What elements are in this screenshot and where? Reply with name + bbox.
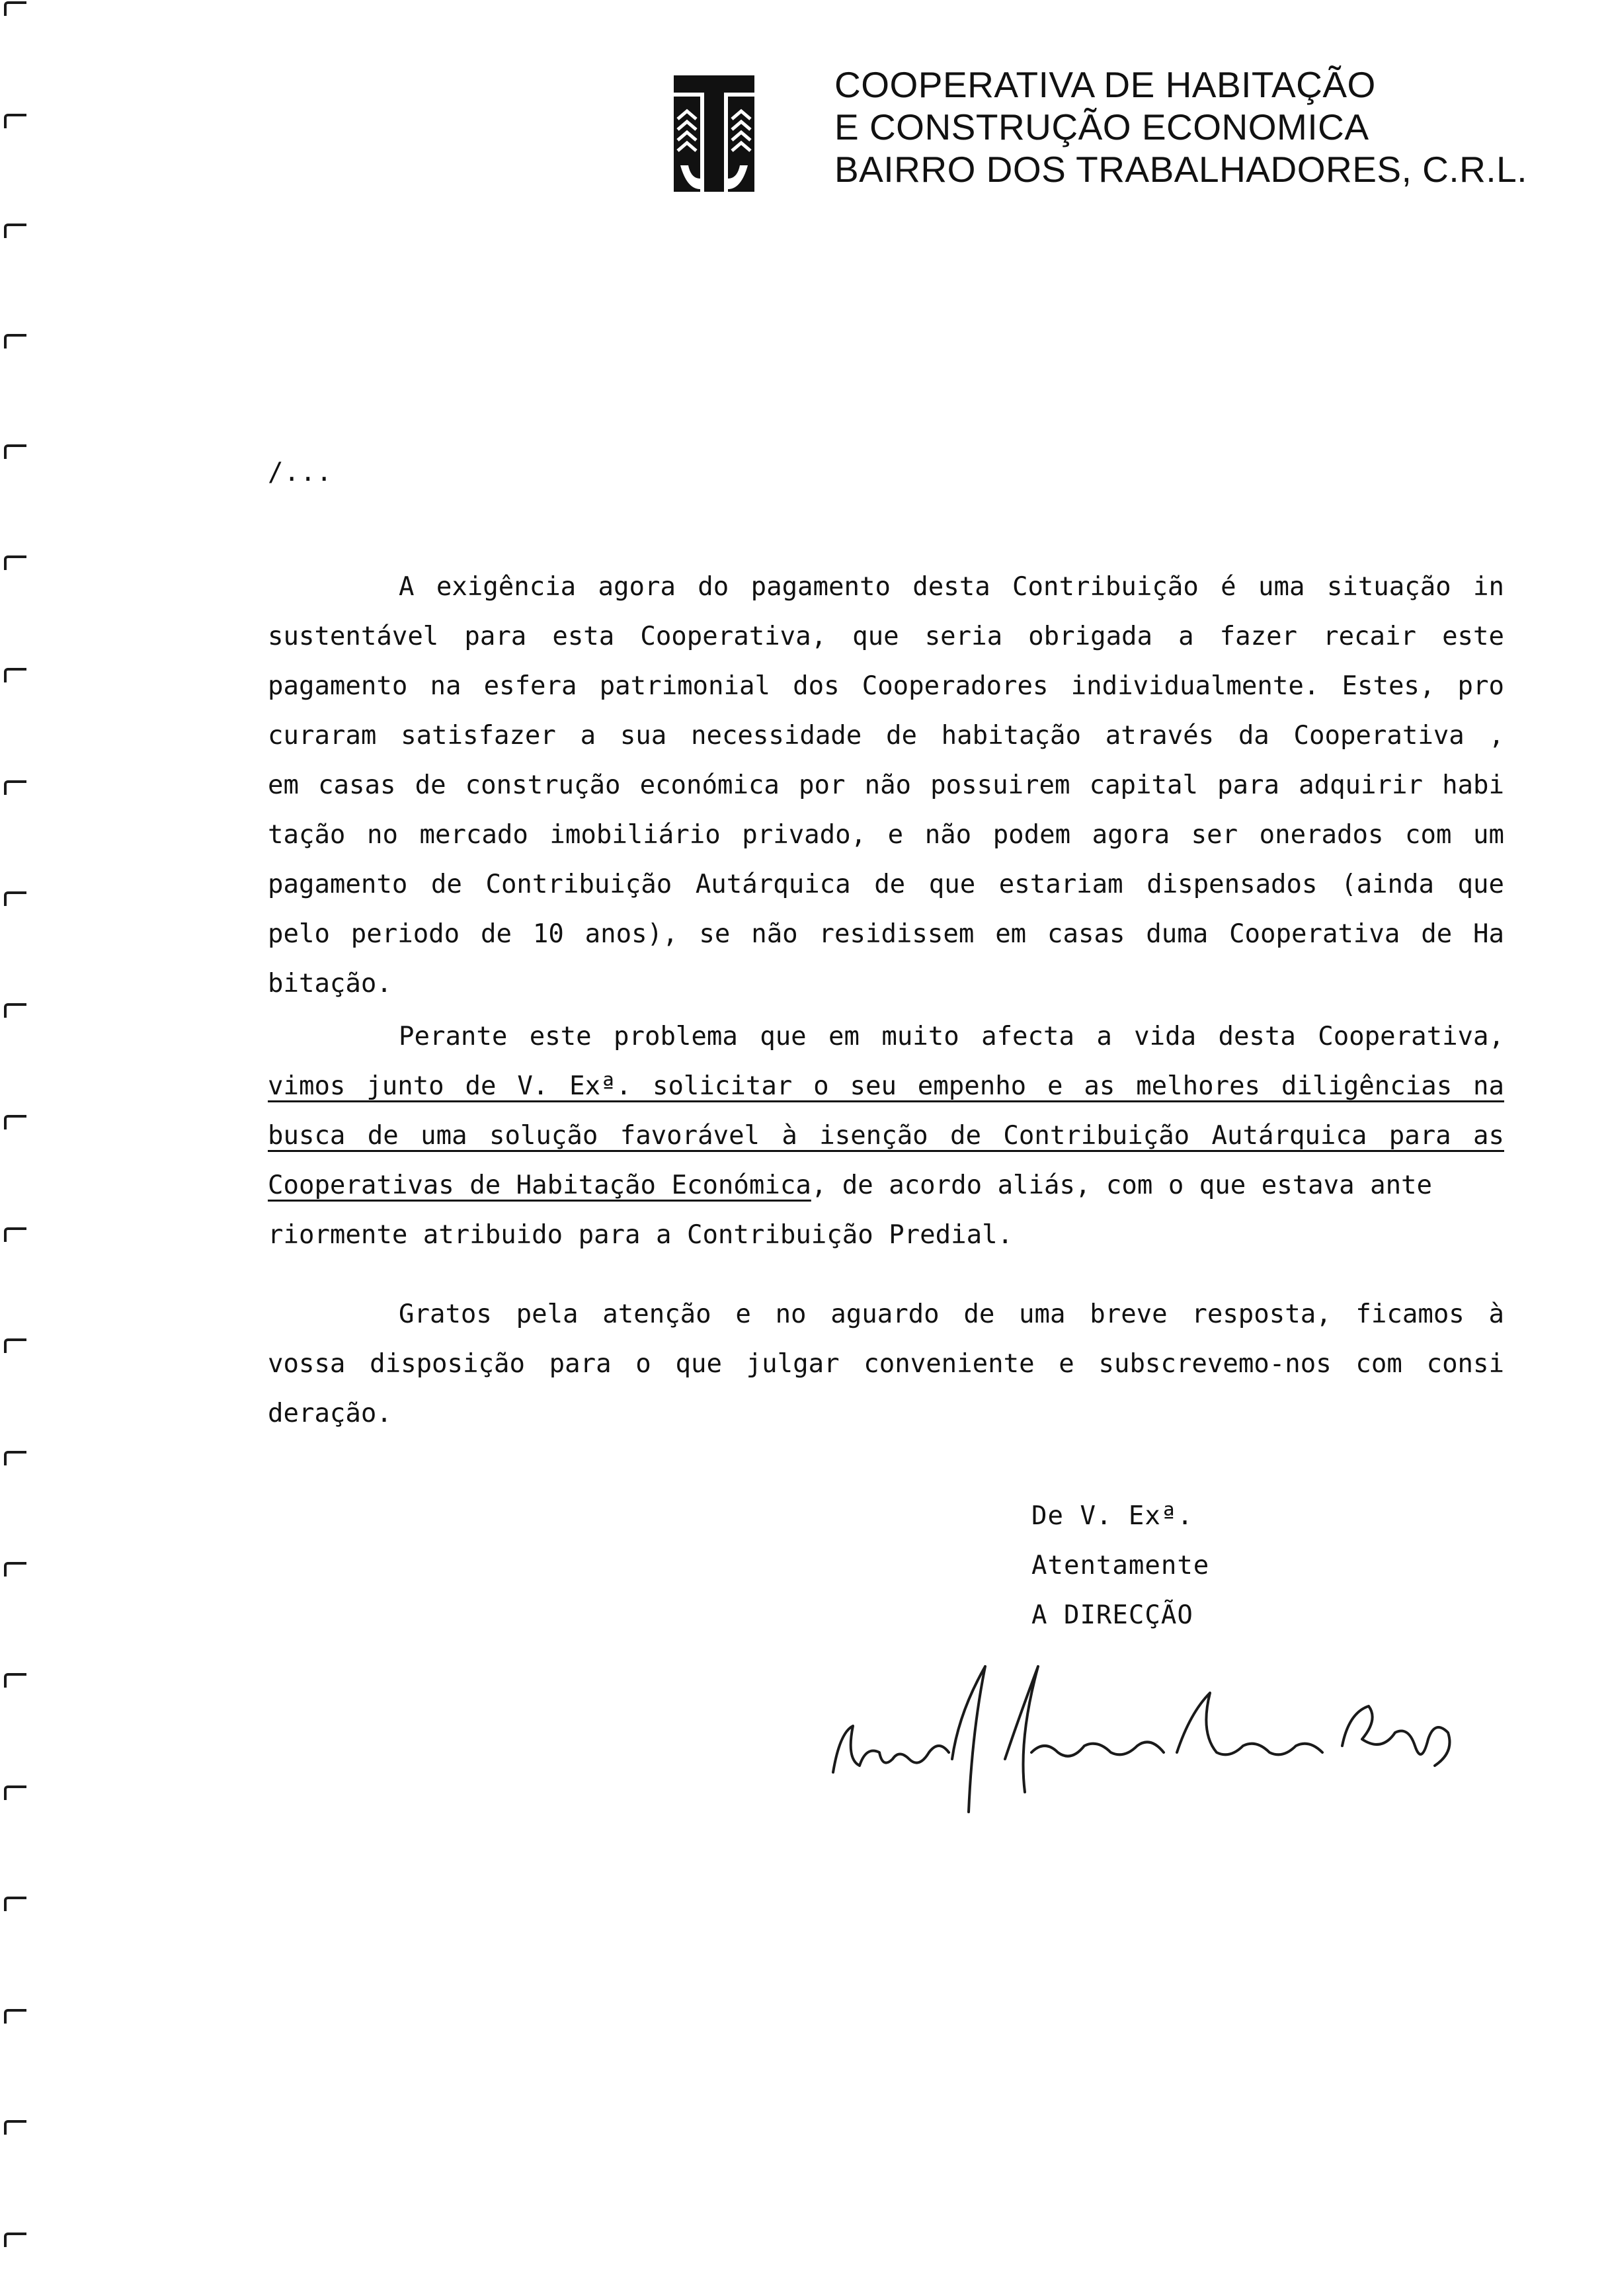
edge-mark bbox=[4, 224, 26, 238]
org-address-line: BAIRRO DOS TRABALHADORES, C.R.L. bbox=[834, 149, 1528, 190]
text-line: pagamento de Contribuição Autárquica de que estariam dispensados (ainda que bbox=[268, 870, 1504, 899]
edge-mark bbox=[4, 1115, 26, 1129]
text-line: A exigência agora do pagamento desta Contribuição é uma situação in bbox=[399, 572, 1504, 602]
underlined-line: vimos junto de V. Exª. solicitar o seu empenho e as melhores diligências na bbox=[268, 1071, 1504, 1101]
text-line bbox=[268, 1161, 1504, 1210]
text-line: tação no mercado imobiliário privado, e não podem agora ser onerados com um bbox=[268, 820, 1504, 850]
underlined-phrase: Cooperativas de Habitação Económica bbox=[268, 1170, 811, 1200]
letterhead bbox=[834, 63, 1527, 190]
text-line: sustentável para esta Cooperativa, que seria obrigada a fazer recair este bbox=[268, 622, 1504, 651]
closing-block bbox=[1031, 1491, 1209, 1640]
text-line: vossa disposição para o que julgar conveniente e subscrevemo-nos com consi bbox=[268, 1349, 1504, 1379]
cooperative-logo-icon bbox=[671, 73, 757, 194]
handwritten-signature bbox=[820, 1653, 1468, 1825]
text-line: pagamento na esfera patrimonial dos Cooperadores individualmente. Estes, pro bbox=[268, 671, 1504, 701]
text-line: pelo periodo de 10 anos), se não residissem em casas duma Cooperativa de Ha bbox=[268, 919, 1504, 949]
edge-mark bbox=[4, 1227, 26, 1242]
edge-mark bbox=[4, 780, 26, 795]
edge-mark bbox=[4, 114, 26, 128]
edge-mark bbox=[4, 1785, 26, 1800]
edge-mark bbox=[4, 1897, 26, 1911]
edge-mark bbox=[4, 668, 26, 682]
org-name-line-2: E CONSTRUÇÃO ECONOMICA bbox=[834, 106, 1369, 147]
edge-mark bbox=[4, 1562, 26, 1577]
continuation-mark: /... bbox=[268, 458, 333, 487]
closing-regards: Atentamente bbox=[1031, 1551, 1210, 1580]
edge-mark bbox=[4, 1, 26, 16]
edge-mark bbox=[4, 891, 26, 906]
text-line: deração. bbox=[268, 1399, 392, 1428]
text-line: Gratos pela atenção e no aguardo de uma breve resposta, ficamos à bbox=[399, 1299, 1504, 1329]
edge-mark bbox=[4, 555, 26, 570]
text-line: em casas de construção económica por não possuirem capital para adquirir habi bbox=[268, 770, 1504, 800]
org-name-line-1: COOPERATIVA DE HABITAÇÃO bbox=[834, 64, 1376, 105]
edge-mark bbox=[4, 1338, 26, 1353]
text-line: bitação. bbox=[268, 969, 392, 999]
edge-mark bbox=[4, 334, 26, 348]
text-line: riormente atribuido para a Contribuição Predial. bbox=[268, 1220, 1014, 1250]
text-line: curaram satisfazer a sua necessidade de habitação através da Cooperativa , bbox=[268, 721, 1504, 751]
edge-mark bbox=[4, 444, 26, 459]
paragraph-3 bbox=[268, 1290, 1504, 1438]
edge-mark bbox=[4, 2233, 26, 2247]
closing-salutation: De V. Exª. bbox=[1031, 1501, 1193, 1531]
text-line: Perante este problema que em muito afecta a vida desta Cooperativa, bbox=[399, 1022, 1504, 1051]
edge-mark bbox=[4, 2120, 26, 2135]
text-line-tail: , de acordo aliás, com o que estava ante bbox=[811, 1170, 1433, 1200]
underlined-line: busca de uma solução favorável à isenção de Contribuição Autárquica para as bbox=[268, 1121, 1504, 1151]
edge-mark bbox=[4, 2009, 26, 2024]
edge-mark bbox=[4, 1673, 26, 1688]
closing-sender: A DIRECÇÃO bbox=[1031, 1600, 1193, 1630]
edge-mark bbox=[4, 1451, 26, 1465]
paragraph-2 bbox=[268, 1012, 1504, 1260]
paragraph-1 bbox=[268, 562, 1504, 1008]
edge-mark bbox=[4, 1003, 26, 1018]
